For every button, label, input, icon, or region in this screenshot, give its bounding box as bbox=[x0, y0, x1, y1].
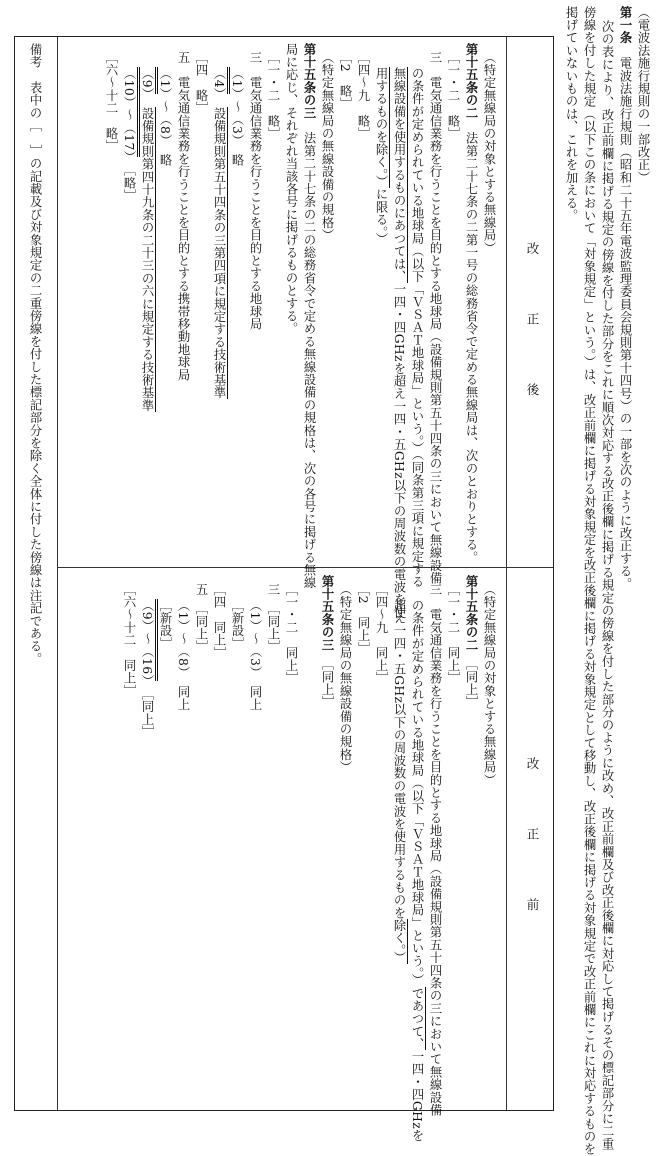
after-item-10-label: （10）～（17） bbox=[122, 67, 140, 157]
after-article-title: 第十五条の二 bbox=[464, 43, 479, 120]
before-article-text: ［同上］ bbox=[464, 663, 478, 709]
after-line-5: の条件が定められている地球局（以下「ＶＳＡＴ地球局」という。）（同条第三項に規定する bbox=[410, 67, 424, 589]
after-line-21 bbox=[121, 67, 137, 202]
after-line-15: （1）～（3） 略 bbox=[230, 67, 244, 167]
header-separator bbox=[506, 37, 507, 1110]
before-line-12: 三 ［同上］ bbox=[266, 583, 280, 654]
after-item-9-label: （9） bbox=[140, 67, 158, 94]
after-underline-b: 用するものを除く。） bbox=[374, 67, 388, 188]
after-line-8: ［四～九 略］ bbox=[356, 51, 370, 140]
intro-text-2: 次の表により、改正前欄に掲げる規定の傍線を付した部分をこれに順次対応する改正後欄に掲げる規定の傍線を付した部分のように改め、改正前欄及び改正後欄に対応して掲げるその標記部分に二重 bbox=[600, 20, 614, 1151]
before-line-18: ［新設］ bbox=[158, 599, 172, 650]
before-line-13: （1）～（3） 同上 bbox=[248, 599, 262, 711]
note-text: 表中の［ ］の記載及び対象規定の二重傍線を付した標記部分を除く全体に付した傍線は注記である。 bbox=[28, 81, 42, 666]
after-item-9-text: 設備規則第四十九条の二十三の六に規定する技術基準 bbox=[140, 107, 154, 412]
after-plain-b: に限る。） bbox=[374, 187, 388, 246]
after-line-4: 三 電気通信業務を行うことを目的とする地球局（設備規則第五十四条の三において無線設備 bbox=[428, 51, 442, 585]
article-text: 電波法施行規則（昭和二十五年電波監理委員会規則第十四号）の一部を次のように改正する。 bbox=[618, 56, 632, 591]
before-line-4: 三 電気通信業務を行うことを目的とする地球局（設備規則第五十四条の三において無線設備 bbox=[428, 583, 442, 1117]
before-line-8: ［2 同上］ bbox=[356, 583, 370, 655]
before-plain-a: の条件が定められている地球局（以下「ＶＳＡＴ地球局」という。） bbox=[410, 599, 424, 987]
before-item-9-text: ［同上］ bbox=[140, 693, 154, 739]
after-line-2 bbox=[463, 43, 479, 564]
intro-text-4: 掲げていないものは、これを加える。 bbox=[564, 6, 578, 222]
after-line-11 bbox=[301, 43, 317, 589]
after-line-3: ［一・二 略］ bbox=[446, 51, 460, 140]
before-underline-a: であつて、 bbox=[410, 986, 424, 1051]
after-line-22: ［六～十二 略］ bbox=[104, 51, 118, 153]
after-underline-a: 無線設備を使用するものにあつては、 bbox=[392, 67, 406, 283]
before-line-17: （1）～（8） 同上 bbox=[176, 599, 190, 711]
after-article2-title: 第十五条の三 bbox=[302, 43, 317, 120]
after-article2-text: 法第二十七条の二の総務省令で定める無線設備の規格は、次の各号に掲げる無線 bbox=[302, 131, 316, 590]
before-article2-text: ［同上］ bbox=[320, 663, 334, 709]
before-line-5 bbox=[409, 599, 425, 1142]
after-line-19: （1）～（8） 略 bbox=[158, 67, 172, 167]
article-1 bbox=[617, 6, 633, 590]
after-line-7 bbox=[373, 67, 389, 245]
after-line-14: 三 電気通信業務を行うことを目的とする地球局 bbox=[248, 51, 262, 331]
before-line-1: （特定無線局の対象とする無線局） bbox=[482, 583, 496, 787]
before-underline-b: 除く。） bbox=[392, 919, 406, 964]
after-line-18: 五 電気通信業務を行うことを目的とする携帯移動地球局 bbox=[176, 51, 190, 382]
intro-text-3: 傍線を付した規定（以下この条において「対象規定」という。）は、改正前欄に掲げる対象規定を改正後欄に掲げる対象規定として移動し、改正後欄に掲げる対象規定で改正前欄にこれに対応するものを bbox=[582, 6, 596, 1156]
after-item-10-text: ［略］ bbox=[122, 169, 136, 202]
after-line-16 bbox=[211, 67, 227, 399]
before-line-9: （特定無線局の無線設備の規格） bbox=[338, 583, 352, 774]
header-before: 改正前 bbox=[525, 757, 540, 969]
before-line-7: ［四～九 同上］ bbox=[374, 583, 388, 685]
after-item-4-label: （4） bbox=[212, 67, 230, 94]
comparison-table bbox=[14, 36, 554, 1142]
before-line-6 bbox=[391, 599, 407, 964]
note-label: 備考 bbox=[28, 43, 42, 69]
intro-heading: （電波法施行規則の一部改正） bbox=[636, 6, 650, 184]
after-plain-a: 一四・四GHzを超え一四・五GHz以下の周波数の電波を使 bbox=[392, 282, 406, 619]
after-line-10: （特定無線局の無線設備の規格） bbox=[320, 51, 334, 242]
before-line-10 bbox=[319, 575, 335, 709]
before-line-20: ［六～十二 同上］ bbox=[122, 583, 136, 698]
before-line-16: 五 ［同上］ bbox=[194, 583, 208, 654]
after-line-12: 局に応じ、それぞれ当該各号に掲げるものとする。 bbox=[284, 43, 298, 336]
before-article2-title: 第十五条の三 bbox=[320, 575, 335, 652]
note-separator bbox=[57, 37, 58, 1110]
before-line-19 bbox=[139, 599, 155, 738]
before-article-title: 第十五条の二 bbox=[464, 575, 479, 652]
after-line-9: ［2 略］ bbox=[338, 51, 352, 111]
before-line-11: ［一・二 同上］ bbox=[284, 583, 298, 685]
after-line-20 bbox=[139, 67, 155, 412]
before-line-15: ［四 同上］ bbox=[212, 583, 226, 660]
after-line-13: ［一・二 略］ bbox=[266, 51, 280, 140]
after-article-text: 法第二十七条の二第一号の総務省令で定める無線局は、次のとおりとする。 bbox=[464, 131, 478, 564]
before-item-9-label: （9）～（16） bbox=[140, 599, 158, 681]
after-item-4-text: 設備規則第五十四条の三第四項に規定する技術基準 bbox=[212, 107, 226, 400]
header-after: 改正後 bbox=[525, 242, 540, 454]
before-line-14: ［新設］ bbox=[230, 599, 244, 650]
after-line-1: （特定無線局の対象とする無線局） bbox=[482, 51, 496, 255]
before-line-3: ［一・二 同上］ bbox=[446, 583, 460, 685]
after-line-6 bbox=[391, 67, 407, 619]
before-line-2 bbox=[463, 575, 479, 709]
before-plain-b: 一四・四GHzを bbox=[410, 1050, 424, 1142]
article-title: 第一条 bbox=[618, 6, 633, 45]
before-plain-c: 超え一四・五GHz以下の周波数の電波を使用するものを bbox=[392, 599, 406, 920]
after-line-17: ［四 略］ bbox=[194, 51, 208, 115]
note bbox=[27, 43, 43, 665]
